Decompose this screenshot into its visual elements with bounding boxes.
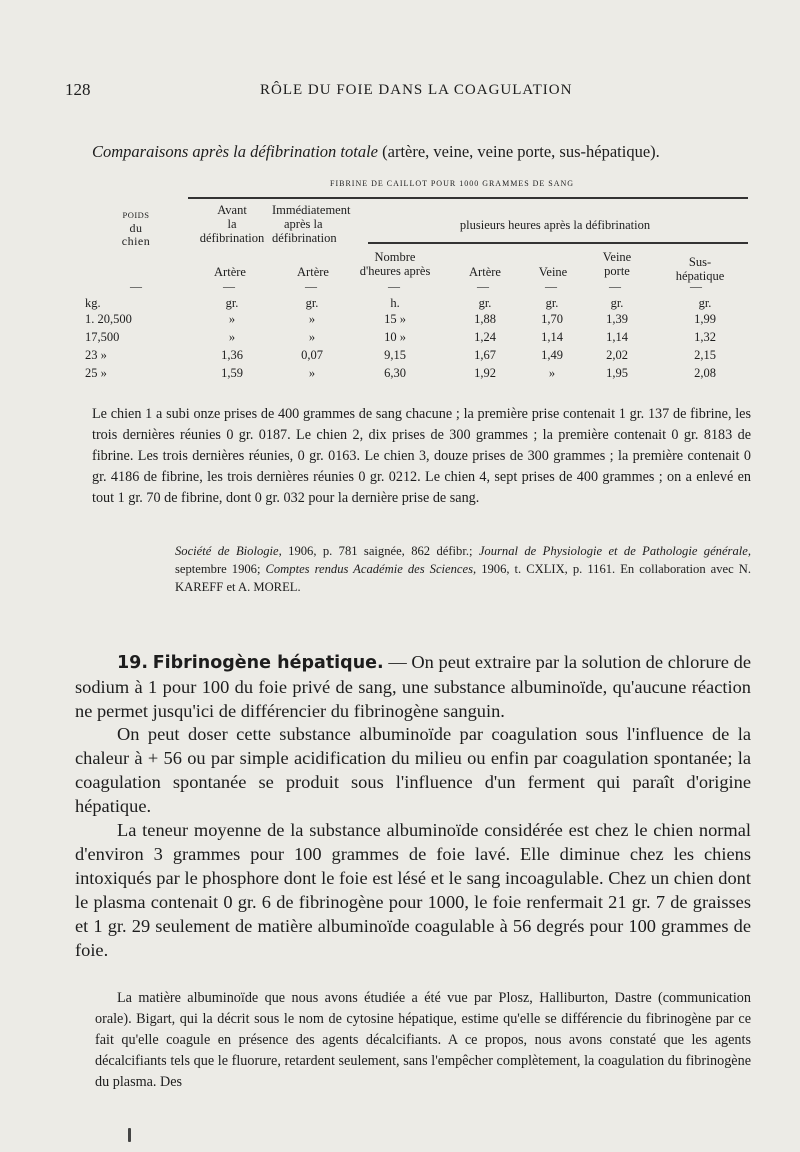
col-avant-l1: Avant: [217, 203, 247, 217]
ref-italic-2: Journal de Physiologie et de Pathologie générale,: [478, 544, 751, 558]
units-row-cell: gr.: [478, 296, 492, 310]
table-caption: [92, 142, 660, 162]
section-paragraph-3: La teneur moyenne de la substance albuminoïde considérée est chez le chien normal d'environ 3 grammes pour 100 grammes de foie lavé. Elle diminue chez les chiens intoxiqués par le phosphore dont le foie est lésé et le sang incoagulable. Chez un chien dont le plasma contenait 0 gr. 6 de fibrinogène pour 1000, le foie renfermait 21 gr. 7 de graisses et 1 gr. 29 seulement de matière albuminoïde coagulable à 56 degrés pour 100 grammes de foie.: [75, 820, 751, 960]
table-row-cell: 1,67: [474, 348, 496, 362]
sub-veine: Veine: [538, 265, 568, 279]
ref-italic-3: Comptes rendus Académie des Sciences,: [265, 562, 477, 576]
table-row-cell: »: [308, 366, 316, 380]
col-poids-l3: chien: [121, 234, 151, 248]
table-row-cell: 1,99: [694, 312, 716, 326]
dash: —: [690, 279, 702, 293]
table-row-cell: »: [548, 366, 556, 380]
col-avant-header: [182, 203, 282, 245]
units-row-cell: gr.: [225, 296, 239, 310]
table-row-cell: 1. 20,500: [85, 312, 132, 326]
sub-arter-avant: Artère: [214, 265, 246, 279]
table-row-cell: 1,95: [606, 366, 628, 380]
table-row-cell: 1,49: [541, 348, 563, 362]
table-row-cell: 23 »: [85, 348, 107, 362]
sub-nombre-l1: Nombre: [374, 250, 416, 264]
col-immediat-l1: Immédiatement: [272, 203, 351, 217]
table-row-cell: 1,88: [474, 312, 496, 326]
page-number: 128: [65, 80, 91, 99]
table-row-cell: 2,02: [606, 348, 628, 362]
table-row-cell: 1,92: [474, 366, 496, 380]
dash: —: [130, 279, 142, 293]
caption-rest: (artère, veine, veine porte, sus-hépatique).: [378, 142, 660, 161]
col-immediat-l2: après la: [284, 217, 323, 231]
dash: —: [477, 279, 489, 293]
section-paragraph-2: On peut doser cette substance albuminoïde par coagulation sous l'influence de la chaleur à + 56 ou par simple acidification du milieu ou enfin par coagulation spontanée; la coagulation spontanée se produit sous l'influence d'un ferment qui paraît d'origine hépatique.: [75, 724, 751, 816]
col-plusieurs-header: plusieurs heures après la défibrination: [459, 218, 651, 232]
page-header: [0, 80, 800, 104]
sub-arter-plus: Artère: [469, 265, 501, 279]
ref-text-1: 1906, p. 781 saignée, 862 défibr.;: [281, 544, 479, 558]
table-row-cell: 1,36: [221, 348, 243, 362]
sub-nombre-l2: d'heures après: [359, 264, 431, 278]
sub-arter-immediat: Artère: [297, 265, 329, 279]
table-second-brace: [368, 242, 748, 250]
units-row-cell: gr.: [305, 296, 319, 310]
col-poids-l2: du: [129, 221, 143, 235]
col-immediat-header: [272, 203, 372, 245]
sub-sus-l2: hépatique: [675, 269, 725, 283]
table-row-cell: 1,32: [694, 330, 716, 344]
paragraph-results: Le chien 1 a subi onze prises de 400 grammes de sang chacune ; la première prise contenait 1 gr. 137 de fibrine, les trois dernières réunies 0 gr. 0187. Le chien 2, dix prises de 300 grammes ; la première contenait 0 gr. 8183 de fibrine. Les trois dernières réunies, 0 gr. 0163. Le chien 3, douze prises de 300 grammes ; la première contenait 0 gr. 4186 de fibrine, les trois dernières réunies 0 gr. 0212. Le chien 4, sept prises de 400 grammes ; on a enlevé en tout 1 gr. 70 de fibrine, dont 0 gr. 032 pour la dernière prise de sang.: [92, 406, 751, 506]
caption-italic: Comparaisons après la défibrination totale: [92, 142, 379, 161]
table-row-cell: »: [308, 330, 316, 344]
table-row-cell: 2,15: [694, 348, 716, 362]
table-row-cell: 6,30: [384, 366, 406, 380]
footnote-paragraph: La matière albuminoïde que nous avons étudiée a été vue par Plosz, Halliburton, Dastre (communication orale). Bigart, qui la décrit sous le nom de cytosine hépatique, estime qu'elle se différencie du fibrinogène par ce fait qu'elle coagule en présence des agents décalcifiants. A ce propos, nous avons constaté que les agents décalcifiants tels que le fluorure, retardent seulement, sans l'empêcher complètement, la coagulation du fibrinogène du plasma. Des: [95, 990, 751, 1090]
table-row-cell: »: [228, 312, 236, 326]
table-row-cell: 15 »: [384, 312, 406, 326]
col-immediat-l3: défibrination: [272, 231, 337, 245]
table-row-cell: 1,70: [541, 312, 563, 326]
table-row-cell: 25 »: [85, 366, 107, 380]
section-p1-rest: — On peut extraire par la solution de chlorure de sodium à 1 pour 100 du foie privé de sang, une substance albuminoïde, qu'aucune réaction ne permet jusqu'ici de différencier du fibrinogène sanguin.: [75, 652, 751, 721]
table-row-cell: 1,59: [221, 366, 243, 380]
table-row-cell: 17,500: [85, 330, 120, 344]
table-group-title: FIBRINE DE CAILLOT POUR 1000 GRAMMES DE SANG: [330, 179, 575, 188]
dash: —: [545, 279, 557, 293]
ref-text-3: 1906, t. CXLIX, p. 1161. En collaboration avec N. KAREFF et A. MOREL.: [175, 562, 751, 594]
dash: —: [305, 279, 317, 293]
table-row-cell: 9,15: [384, 348, 406, 362]
table-row-cell: 0,07: [301, 348, 323, 362]
section-number: 19.: [117, 653, 149, 673]
units-row-cell: kg.: [85, 296, 101, 310]
sub-sus-l1: Sus-: [688, 255, 712, 269]
table-row-cell: 10 »: [384, 330, 406, 344]
section-title: Fibrinogène hépatique.: [152, 653, 384, 673]
col-avant-l2: la: [227, 217, 237, 231]
sub-veine-porte-l2: porte: [604, 264, 630, 278]
reference-block: [175, 542, 751, 596]
table-row-cell: »: [308, 312, 316, 326]
sub-nombre: [345, 250, 445, 278]
sub-veine-porte: [582, 250, 652, 278]
data-table: [0, 175, 800, 385]
dash: —: [609, 279, 621, 293]
col-poids-l1: POIDS: [122, 210, 150, 220]
ref-text-2: septembre 1906;: [175, 562, 266, 576]
sub-veine-porte-l1: Veine: [602, 250, 632, 264]
ink-mark: [128, 1128, 131, 1142]
table-row-cell: »: [228, 330, 236, 344]
units-row-cell: gr.: [545, 296, 559, 310]
units-row-cell: gr.: [610, 296, 624, 310]
table-row-cell: 1,24: [474, 330, 496, 344]
table-row-cell: 1,39: [606, 312, 628, 326]
table-row-cell: 1,14: [606, 330, 628, 344]
col-poids-header: [108, 209, 164, 248]
units-row-cell: h.: [390, 296, 400, 310]
table-row-cell: 1,14: [541, 330, 563, 344]
units-row-cell: gr.: [698, 296, 712, 310]
section-paragraph-1: [75, 650, 751, 723]
table-row-cell: 2,08: [694, 366, 716, 380]
dash: —: [388, 279, 400, 293]
running-title: RÔLE DU FOIE DANS LA COAGULATION: [260, 82, 573, 98]
dash: —: [223, 279, 235, 293]
col-avant-l3: défibrination: [199, 231, 265, 245]
ref-italic-1: Société de Biologie,: [175, 544, 282, 558]
